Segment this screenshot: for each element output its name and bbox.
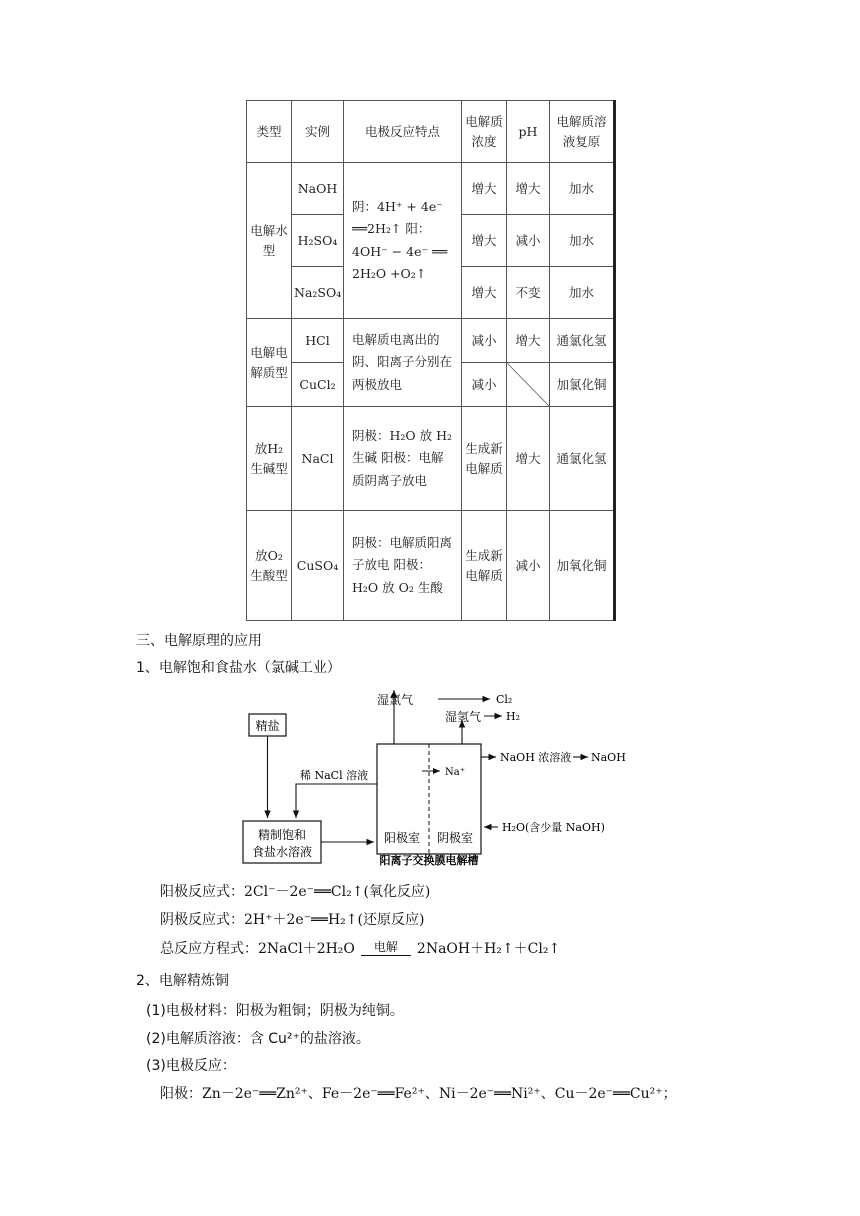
table-row xyxy=(247,407,615,511)
feature-electrolyte: 电解质电离出的阴、阳离子分别在两极放电 xyxy=(344,319,462,407)
cathode-equation: 2H⁺＋2e⁻══H₂↑(还原反应) xyxy=(244,912,425,928)
conc-h2so4: 增大 xyxy=(462,215,507,267)
cell-caption: 阳离子交换膜电解槽 xyxy=(379,854,479,867)
feature-o2: 阴极：电解质阳离子放电 阳极：H₂O 放 O₂ 生酸 xyxy=(344,511,462,621)
ph-cuso4: 减小 xyxy=(507,511,550,621)
ph-na2so4: 不变 xyxy=(507,267,550,319)
ph-hcl: 增大 xyxy=(507,319,550,363)
conc-cuso4: 生成新电解质 xyxy=(462,511,507,621)
type-o2: 放O₂生酸型 xyxy=(247,511,292,621)
example-cuso4: CuSO₄ xyxy=(292,511,344,621)
refine-anode-reaction xyxy=(160,1083,677,1103)
restore-hcl: 通氯化氢 xyxy=(550,319,615,363)
conc-naoh: 增大 xyxy=(462,163,507,215)
dilute-nacl-label: 稀 NaCl 溶液 xyxy=(300,769,369,782)
restore-nacl: 通氯化氢 xyxy=(550,407,615,511)
refine-anode-equation: Zn－2e⁻══Zn²⁺、Fe－2e⁻══Fe²⁺、Ni－2e⁻══Ni²⁺、Cu－2e⁻══Cu²⁺； xyxy=(202,1086,677,1102)
conc-hcl: 减小 xyxy=(462,319,507,363)
naoh-label: NaOH xyxy=(591,751,626,764)
conc-na2so4: 增大 xyxy=(462,267,507,319)
conc-cucl2: 减小 xyxy=(462,363,507,407)
header-feature: 电极反应特点 xyxy=(344,101,462,163)
anode-equation: 2Cl⁻－2e⁻══Cl₂↑(氧化反应) xyxy=(244,884,431,900)
ph-nacl: 增大 xyxy=(507,407,550,511)
anode-label: 阳极反应式： xyxy=(160,884,244,900)
chlor-alkali-diagram xyxy=(240,684,630,870)
brine-line2: 食盐水溶液 xyxy=(251,845,313,859)
restore-naoh: 加水 xyxy=(550,163,615,215)
ph-h2so4: 减小 xyxy=(507,215,550,267)
electrolysis-condition xyxy=(361,941,411,958)
total-left: 2NaCl＋2H₂O xyxy=(258,941,355,957)
item1-title: 1、电解饱和食盐水（氯碱工业） xyxy=(136,660,341,676)
example-cucl2: CuCl₂ xyxy=(292,363,344,407)
restore-cucl2: 加氯化铜 xyxy=(550,363,615,407)
wet-cl2-label: 湿氯气 xyxy=(377,693,414,707)
example-na2so4: Na₂SO₄ xyxy=(292,267,344,319)
type-electrolyte: 电解电解质型 xyxy=(247,319,292,407)
feature-water: 阴：4H⁺ + 4e⁻ ══2H₂↑ 阳： 4OH⁻ − 4e⁻ ══ 2H₂O +O₂↑ xyxy=(344,163,462,319)
total-condition: 电解 xyxy=(373,939,398,954)
header-ph: pH xyxy=(507,101,550,163)
anode-reaction xyxy=(160,881,430,901)
refine-anode-label: 阳极： xyxy=(160,1086,202,1102)
anode-chamber-label: 阳极室 xyxy=(383,831,421,845)
total-reaction xyxy=(160,938,560,958)
cathode-chamber-label: 阴极室 xyxy=(436,831,474,845)
cathode-label: 阴极反应式： xyxy=(160,912,244,928)
conc-nacl: 生成新电解质 xyxy=(462,407,507,511)
refine-electrode-material: (1)电极材料：阳极为粗铜；阴极为纯铜。 xyxy=(146,1003,404,1019)
restore-h2so4: 加水 xyxy=(550,215,615,267)
example-naoh: NaOH xyxy=(292,163,344,215)
table-row xyxy=(247,319,615,363)
header-type: 类型 xyxy=(247,101,292,163)
total-label: 总反应方程式： xyxy=(160,941,258,957)
table-row xyxy=(247,163,615,215)
header-concentration: 电解质浓度 xyxy=(462,101,507,163)
header-restore: 电解质溶液复原 xyxy=(550,101,615,163)
refine-electrolyte: (2)电解质溶液：含 Cu²⁺的盐溶液。 xyxy=(146,1031,370,1047)
naoh-conc-label: NaOH 浓溶液 xyxy=(500,751,572,764)
ph-naoh: 增大 xyxy=(507,163,550,215)
item2-title: 2、电解精炼铜 xyxy=(136,973,229,989)
cl2-label: Cl₂ xyxy=(496,693,513,706)
section-title: 三、电解原理的应用 xyxy=(136,633,262,649)
example-h2so4: H₂SO₄ xyxy=(292,215,344,267)
dilute-nacl-arrow xyxy=(296,784,377,818)
cathode-reaction xyxy=(160,909,424,929)
restore-cuso4: 加氧化铜 xyxy=(550,511,615,621)
water-in-label: H₂O(含少量 NaOH) xyxy=(502,821,605,834)
table-row xyxy=(247,511,615,621)
electrolysis-types-table xyxy=(246,100,616,621)
header-example: 实例 xyxy=(292,101,344,163)
total-right: 2NaOH＋H₂↑＋Cl₂↑ xyxy=(416,941,561,957)
brine-line1: 精制饱和 xyxy=(257,828,307,842)
type-h2: 放H₂生碱型 xyxy=(247,407,292,511)
feature-h2: 阴极：H₂O 放 H₂ 生碱 阳极：电解质阴离子放电 xyxy=(344,407,462,511)
salt-label: 精盐 xyxy=(255,719,280,733)
wet-h2-label: 湿氢气 xyxy=(445,710,482,724)
refine-reaction-title: (3)电极反应： xyxy=(146,1058,236,1074)
na-ion-label: Na⁺ xyxy=(445,767,465,778)
table-header-row xyxy=(247,101,615,163)
ph-cucl2-diagonal xyxy=(507,363,550,407)
example-nacl: NaCl xyxy=(292,407,344,511)
restore-na2so4: 加水 xyxy=(550,267,615,319)
example-hcl: HCl xyxy=(292,319,344,363)
h2-label: H₂ xyxy=(506,710,521,723)
type-water: 电解水型 xyxy=(247,163,292,319)
